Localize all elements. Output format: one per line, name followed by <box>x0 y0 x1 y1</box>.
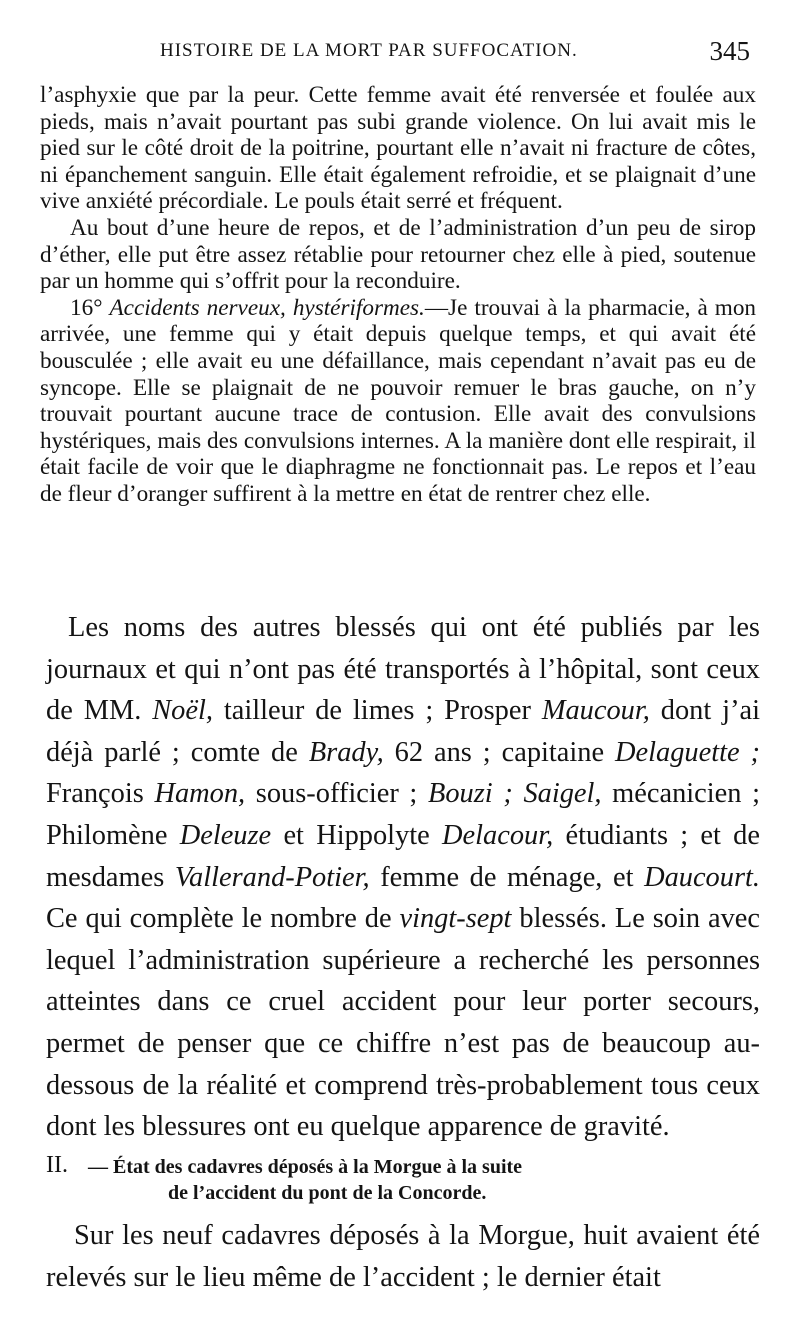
name-bouzi: Bouzi ; <box>427 778 513 810</box>
section-title-line-2: de l’accident du pont de la Concorde. <box>168 1182 487 1204</box>
paragraph-repos: Au bout d’une heure de repos, et de l’administration d’un peu de sirop d’éther, elle put être assez rétablie pour retourner chez elle à pied, soutenue par un homme qui s’offrit pour la reconduire. <box>40 214 756 295</box>
name-saigel: Saigel, <box>523 778 602 810</box>
name-vallerand-potier: Vallerand-Potier, <box>174 861 370 893</box>
running-title: HISTOIRE DE LA MORT PAR SUFFOCATION. <box>160 40 578 61</box>
case-body: —Je trouvai à la pharmacie, à mon arrivée, une femme qui y était depuis quelque temps, et qui avait été bousculée ; elle avait eu une défaillance, mais cependant n’avait pas eu de syncope. Elle se plaignait de ne pouvoir remuer le bras gauche, on n’y trouvait pourtant aucune trace de contusion. Elle avait des convulsions hystériques, mais des convulsions internes. A la manière dont elle respirait, il était facile de voir que le diaphragme ne fonctionnait pas. Le repos et l’eau de fleur d’oranger suffirent à la mettre en état de rentrer chez elle. <box>40 294 757 507</box>
page-number: 345 <box>709 36 750 66</box>
paragraph-neuf-cadavres: Sur les neuf cadavres déposés à la Morgue, huit avaient été relevés sur le lieu même de l’accident ; le dernier était <box>46 1220 760 1293</box>
name-brady: Brady, <box>308 736 384 768</box>
paragraph-asphyxie: l’asphyxie que par la peur. Cette femme avait été renversée et foulée aux pieds, mais n’avait pourtant pas subi grande violence. On lui avait mis le pied sur le côté droit de la poitrine, pourtant elle n’avait ni fracture de côtes, ni épanchement sanguin. Elle était également refroidie, et se plaignait d’une vive anxiété précordiale. Le pouls était serré et fréquent. <box>40 82 756 215</box>
paragraph-noms-des-blesses: Les noms des autres blessés qui ont été publiés par les journaux et qui n’ont pas été transportés à l’hôpital, sont ceux de MM. Noël, tailleur de limes ; Prosper Maucour, dont j’ai déjà parlé ; comte de Brady, 62 ans ; capitaine Delaguette ; François Hamon, sous-officier ; Bouzi ; Saigel, mécanicien ; Philomène Deleuze et Hippolyte Delacour, étudiants ; et de mesdames Vallerand-Potier, femme de ménage, et Daucourt. Ce qui complète le nombre de vingt-sept blessés. Le soin avec lequel l’administration supérieure a recherché les personnes atteintes dans ce cruel accident pour leur porter secours, permet de penser que ce chiffre n’est pas de beaucoup au-dessous de la réalité et comprend très-probablement tous ceux dont les blessures ont eu quelque apparence de gravité. <box>46 612 761 1143</box>
case-number: 16° <box>70 294 103 321</box>
name-daucourt: Daucourt. <box>644 861 760 893</box>
name-maucour: Maucour, <box>541 695 650 727</box>
section-title-line-1: — État des cadavres déposés à la Morgue à la suite <box>88 1156 523 1178</box>
name-delaguette: Delaguette ; <box>615 736 761 768</box>
section-number: II. <box>46 1152 68 1178</box>
name-hamon: Hamon, <box>154 778 246 810</box>
case-heading: Accidents nerveux, hystériformes. <box>109 294 425 321</box>
name-noel: Noël, <box>152 695 213 727</box>
main-text-block <box>46 607 760 1148</box>
small-print-block <box>40 82 756 508</box>
closing-text-block <box>46 1215 760 1298</box>
paragraph-accidents-nerveux <box>40 295 756 508</box>
name-delacour: Delacour, <box>442 819 554 851</box>
name-deleuze: Deleuze <box>179 819 272 851</box>
count-vingt-sept: vingt-sept <box>399 903 512 935</box>
